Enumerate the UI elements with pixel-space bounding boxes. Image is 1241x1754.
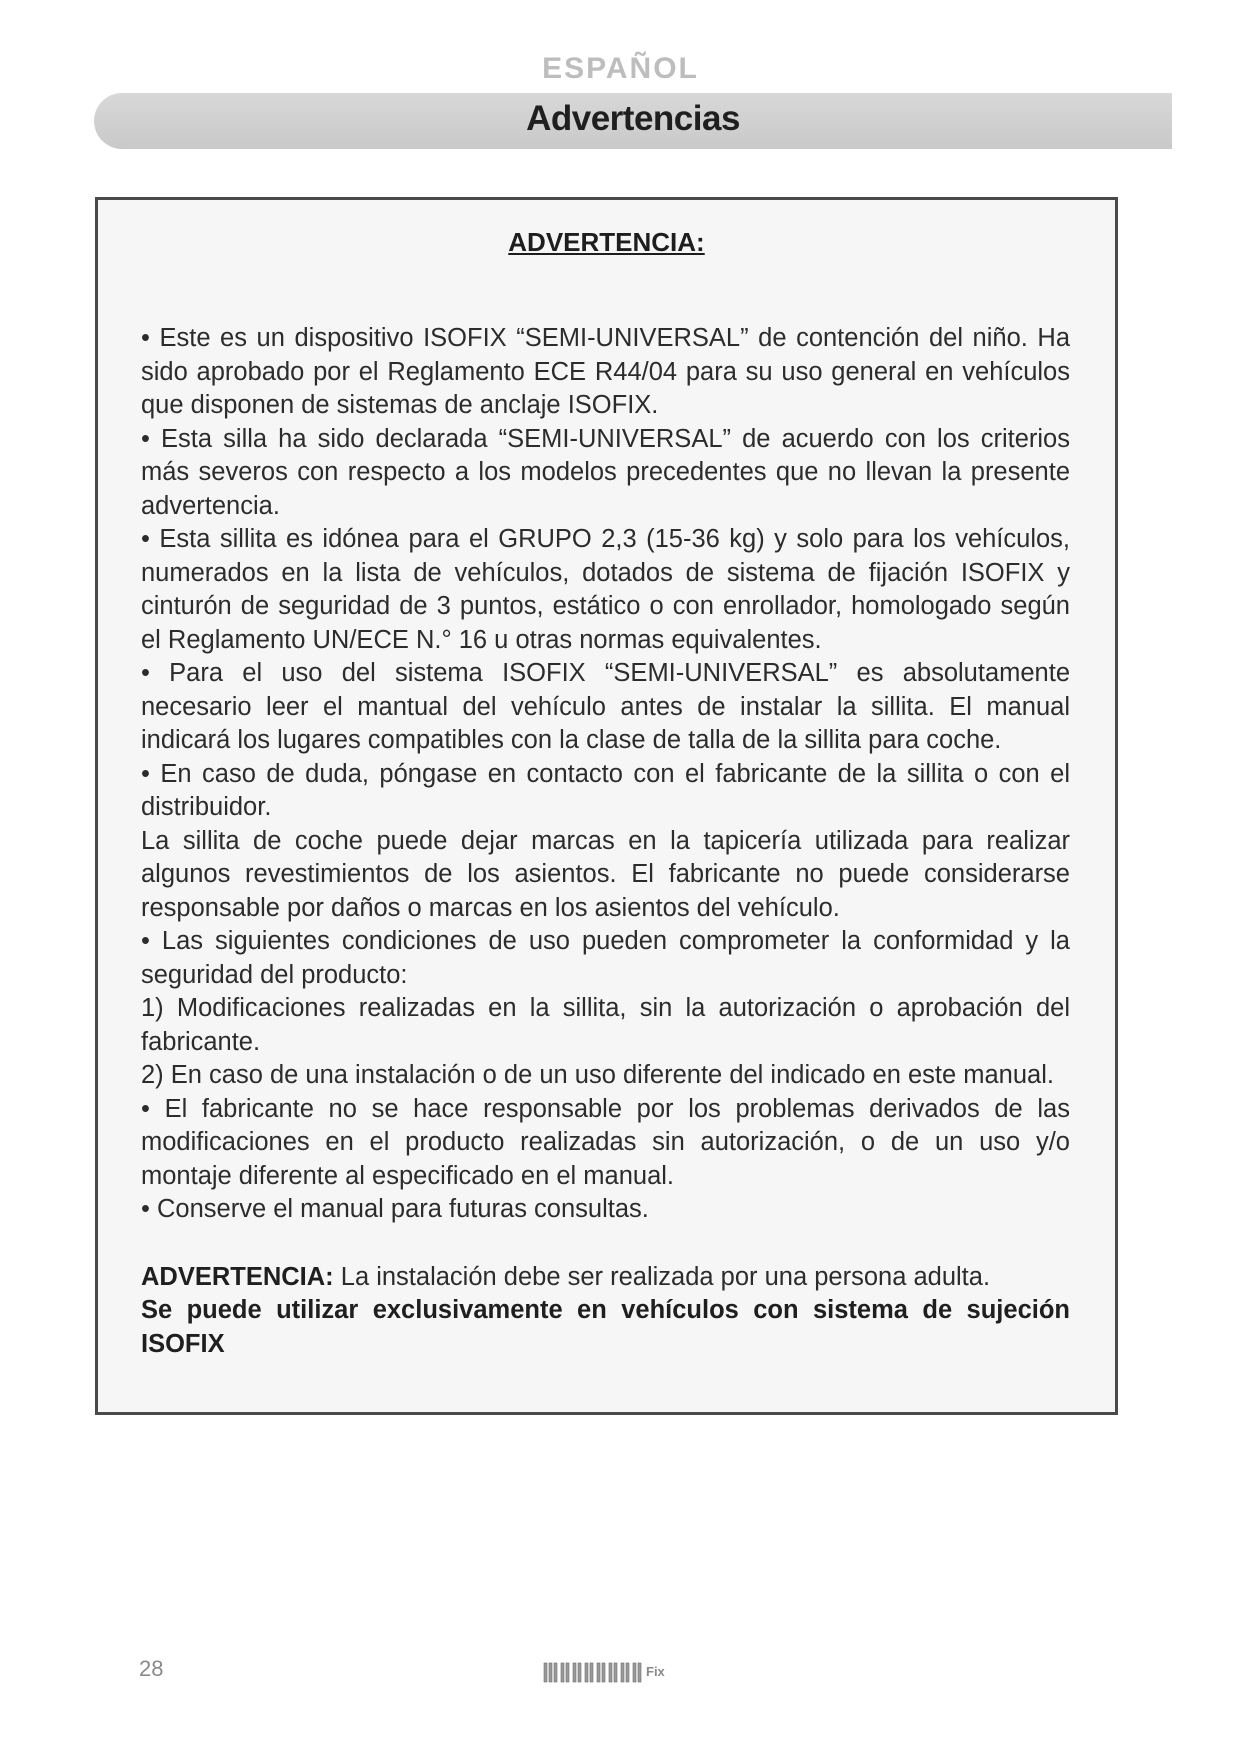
warning-item: • Para el uso del sistema ISOFIX “SEMI-UNIVERSAL” es absolutamente necesario leer el mantual del vehículo antes de instalar la sillita. El manual indicará los lugares compatibles con la clase de talla de la sillita para coche. — [141, 659, 1070, 754]
section-title: Advertencias — [526, 99, 740, 138]
warning-box — [95, 197, 1118, 1415]
brand-logo — [542, 1654, 682, 1686]
svg-text:Fix: Fix — [646, 1664, 665, 1679]
isofix-only-note: Se puede utilizar exclusivamente en vehículos con sistema de sujeción ISOFIX — [141, 1296, 1070, 1358]
page-number: 28 — [139, 1656, 164, 1681]
section-title-bar — [94, 93, 1172, 149]
language-label: ESPAÑOL — [542, 52, 699, 85]
warning-item: • El fabricante no se hace responsable por los problemas derivados de las modificaciones en el producto realizadas sin autorización, o de un uso y/o montaje diferente al especificado en el manual. — [141, 1094, 1070, 1190]
warning-item: La sillita de coche puede dejar marcas en la tapicería utilizada para realizar algunos revestimientos de los asientos. El fabricante no puede considerarse responsable por daños o marcas en los asientos del vehículo. — [141, 826, 1070, 922]
warning-item: • Conserve el manual para futuras consultas. — [141, 1195, 649, 1223]
warning-body — [141, 322, 1070, 1361]
warning-item: • Este es un dispositivo ISOFIX “SEMI-UNIVERSAL” de contención del niño. Ha sido aprobado por el Reglamento ECE R44/04 para su uso general en vehículos que disponen de sistemas de anclaje ISOFIX. — [141, 324, 1070, 419]
final-warning — [141, 1261, 1070, 1295]
final-warning-text: La instalación debe ser realizada por una persona adulta. — [333, 1262, 991, 1291]
warning-item: • Esta silla ha sido declarada “SEMI-UNIVERSAL” de acuerdo con los criterios más severos con respecto a los modelos precedentes que no llevan la presente advertencia. — [141, 424, 1070, 520]
warning-item: • Esta sillita es idónea para el GRUPO 2,3 (15-36 kg) y solo para los vehículos, numerados en la lista de vehículos, dotados de sistema de fijación ISOFIX y cinturón de seguridad de 3 puntos, estático o con enrollador, homologado según el Reglamento UN/ECE N.° 16 u otras normas equivalentes. — [141, 525, 1070, 654]
final-warning-label: ADVERTENCIA: — [141, 1262, 334, 1291]
warning-item: • Las siguientes condiciones de uso pueden comprometer la conformidad y la seguridad del producto: — [141, 927, 1070, 989]
warning-item: • En caso de duda, póngase en contacto con el fabricante de la sillita o con el distribuidor. — [141, 759, 1070, 821]
warning-item: 2) En caso de una instalación o de un uso diferente del indicado en este manual. — [141, 1061, 1054, 1089]
warning-heading: ADVERTENCIA: — [508, 227, 705, 257]
warning-item: 1) Modificaciones realizadas en la sillita, sin la autorización o aprobación del fabricante. — [141, 994, 1070, 1056]
